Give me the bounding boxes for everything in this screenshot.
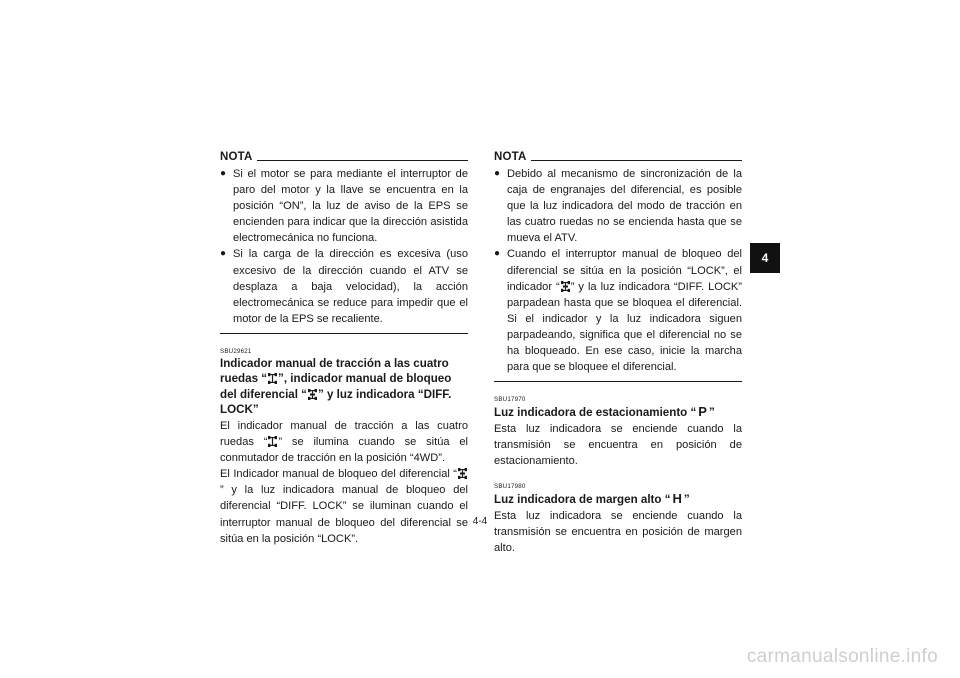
- note-bullet-text: Debido al mecanismo de sincronización de la caja de engranajes del diferencial, es posible que la luz indicadora del modo de tracción en las cuatro ruedas no se encienda hasta que se mueva el ATV.: [507, 168, 742, 245]
- note-bullet-item: [220, 166, 468, 246]
- note-end-rule: [494, 381, 742, 382]
- bullet-text-part: Cuando el interruptor manual de bloqueo del diferencial se sitúa en la posición “LOCK”, el indicador “: [507, 248, 742, 293]
- bullet-icon: ●: [220, 248, 227, 260]
- paragraph-4wd: [220, 418, 468, 466]
- note-label: NOTA: [494, 151, 527, 163]
- note-bullet-item: [494, 246, 742, 375]
- section-heading-high: [494, 491, 742, 508]
- park-indicator-icon: P: [698, 404, 707, 420]
- heading-text: Indicador manual de tracción a las cuatro ruedas “: [220, 356, 449, 386]
- section-heading-park: [494, 404, 742, 421]
- bullet-icon: ●: [220, 168, 227, 179]
- note-bullet-text: [507, 246, 742, 375]
- note-bullet-item: [494, 166, 742, 246]
- differential-lock-icon: [308, 389, 317, 400]
- right-column: [494, 150, 742, 556]
- note-rule: [531, 160, 742, 161]
- section-code: SBU29621: [220, 347, 252, 355]
- heading-text: ”, indicador manual de bloqueo del diferencial “: [220, 372, 452, 401]
- paragraph-park: Esta luz indicadora se enciende cuando la transmisión se encuentra en posición de estacionamiento.: [494, 422, 742, 467]
- note-end-rule: [220, 333, 468, 334]
- heading-text: ” y luz indicadora “DIFF. LOCK”: [220, 387, 452, 417]
- note-bullet-item: [220, 246, 468, 326]
- bullet-text-part: ” y la luz indicadora “DIFF. LOCK” parpadean hasta que se bloquea el diferencial. Si el indicador y la luz indicadora siguen parpadeando, significa que el diferencial no se ha bloqueado. En ese caso, inicie la marcha para que se bloquee el diferencial.: [507, 280, 743, 374]
- high-range-indicator-icon: H: [672, 491, 682, 506]
- paragraph-text: ” se ilumina cuando se sitúa el conmutador de tracción en la posición “4WD”.: [220, 436, 468, 465]
- heading-text: ”: [708, 406, 715, 420]
- note-bullet-text: Si la carga de la dirección es excesiva (uso excesivo de la dirección cuando el ATV se desplaza a baja velocidad), la acción electromecánica se reduce para impedir que el motor de la EPS se recaliente.: [233, 248, 468, 325]
- heading-text: Luz indicadora de estacionamiento “: [494, 406, 697, 420]
- paragraph-high: Esta luz indicadora se enciende cuando la transmisión se encuentra en posición de margen alto.: [494, 509, 742, 554]
- bullet-icon: ●: [494, 248, 501, 260]
- section-code: SBU17980: [494, 483, 526, 490]
- heading-text: Luz indicadora de margen alto “: [494, 493, 671, 506]
- section-code: SBU17970: [494, 396, 526, 404]
- note-label: NOTA: [220, 151, 253, 163]
- section-heading-4wd-difflock: [220, 356, 468, 418]
- paragraph-text: El Indicador manual de bloqueo del diferencial “: [220, 468, 457, 481]
- paragraph-text: ” y la luz indicadora manual de bloqueo del diferencial “DIFF. LOCK” se iluminan cuando el interruptor manual de bloqueo del diferencial se sitúa en la posición “LOCK”.: [220, 484, 468, 545]
- watermark: carmanualsonline.info: [746, 646, 938, 667]
- differential-lock-icon: [458, 468, 467, 479]
- note-header: [494, 150, 742, 164]
- paragraph-text: El indicador manual de tracción a las cuatro ruedas “: [220, 419, 468, 449]
- note-header: [220, 150, 468, 164]
- differential-lock-icon: [561, 281, 570, 292]
- heading-text: ”: [683, 493, 690, 506]
- bullet-icon: ●: [494, 168, 501, 179]
- four-wheel-drive-icon: [268, 436, 277, 447]
- chapter-tab: 4: [750, 243, 780, 273]
- paragraph-difflock: [220, 466, 468, 546]
- left-column: [220, 150, 468, 547]
- four-wheel-drive-icon: [268, 373, 277, 384]
- page-number: 4-4: [472, 516, 488, 527]
- note-bullet-text: Si el motor se para mediante el interruptor de paro del motor y la llave se encuentra en la posición “ON”, la luz de aviso de la EPS se encienden para indicar que la dirección asistida electromecánica no funciona.: [233, 168, 468, 245]
- note-rule: [257, 160, 468, 161]
